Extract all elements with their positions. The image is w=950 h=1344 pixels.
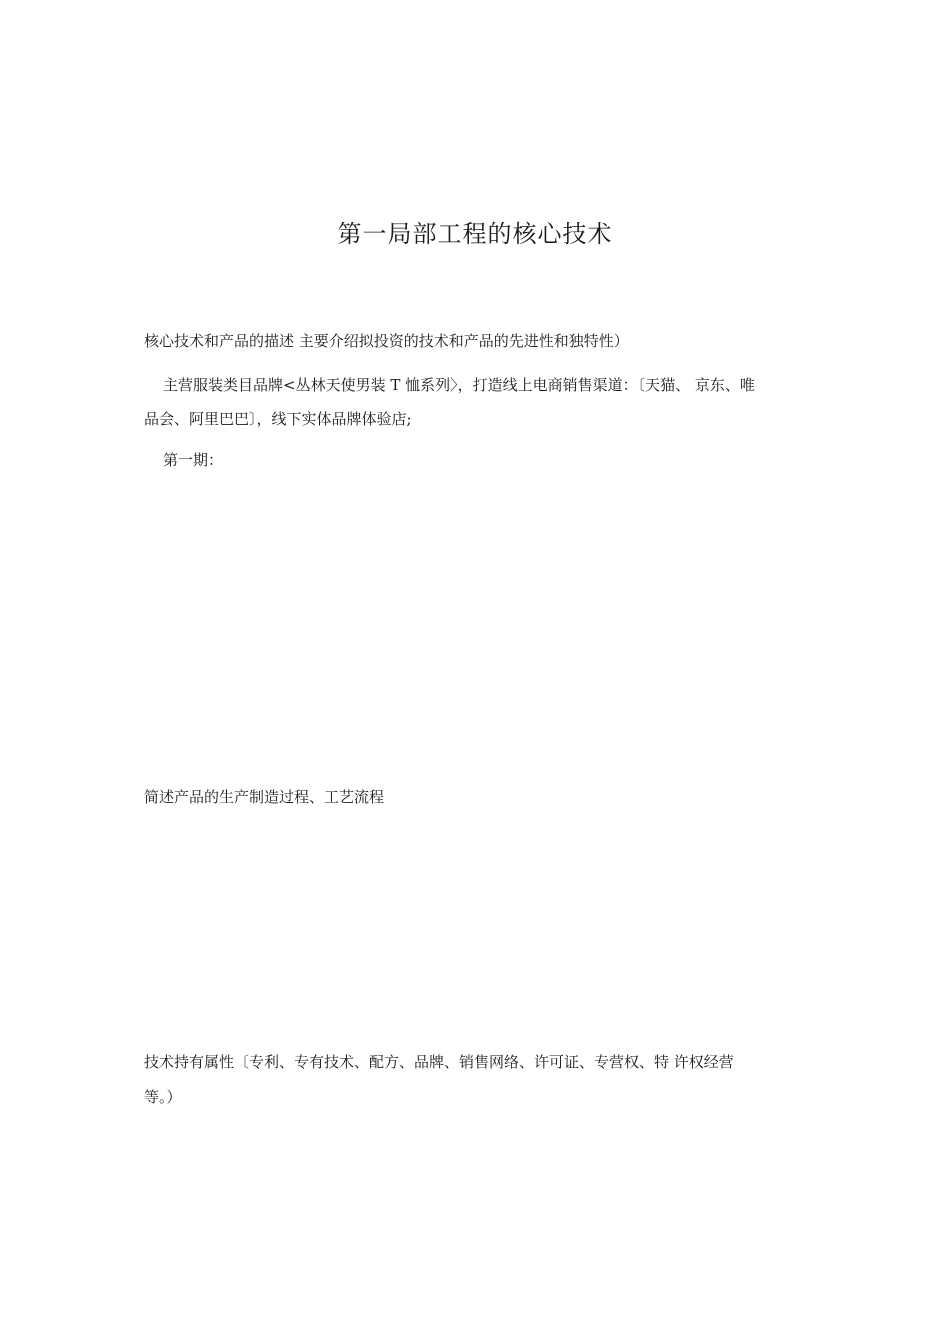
tech-ownership-heading-line-1: 技术持有属性〔专利、专有技术、配方、品牌、销售网络、许可证、专营权、特 许权经营 (144, 1053, 734, 1071)
phase-label: 第一期： (163, 451, 224, 469)
brand-paragraph-line-1: 主营服装类目品牌<丛林天使男装 T 恤系列〉，打造线上电商销售渠道：〔天猫、 京东、唯 (163, 376, 755, 394)
page-title: 第一局部工程的核心技术 (337, 220, 613, 248)
tech-ownership-heading-line-2: 等。） (144, 1088, 182, 1106)
production-process-heading: 简述产品的生产制造过程、工艺流程 (144, 788, 385, 806)
core-tech-heading: 核心技术和产品的描述 主要介绍拟投资的技术和产品的先进性和独特性） (144, 332, 629, 350)
brand-paragraph-line-2: 品会、阿里巴巴〕，线下实体品牌体验店; (144, 410, 412, 428)
